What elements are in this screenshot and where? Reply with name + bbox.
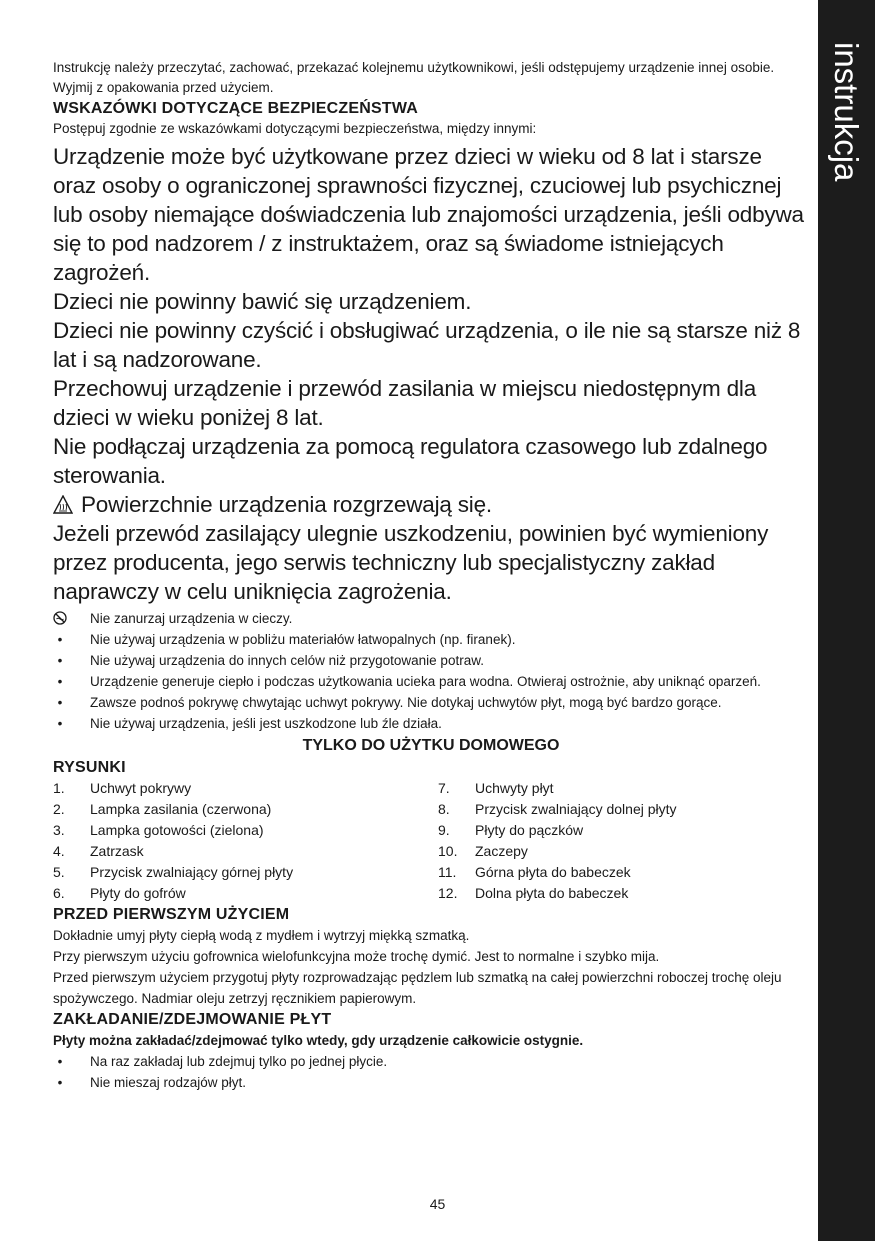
figures-column-2 [438, 778, 677, 904]
first-use-line-3: Przed pierwszym użyciem przygotuj płyty rozprowadzając pędzlem lub szmatką na całej powierzchni roboczej trochę oleju spożywczego. Nadmiar oleju zetrzyj ręcznikiem papierowym. [53, 970, 782, 1006]
list-item: 3. Lampka gotowości (zielona) [53, 822, 264, 838]
figures-column-1 [53, 778, 438, 904]
household-only-heading: TYLKO DO UŻYTKU DOMOWEGO [302, 737, 560, 754]
figures-list [53, 778, 809, 904]
intro-text: Instrukcję należy przeczytać, zachować, przekazać kolejnemu użytkownikowi, jeśli odstępujemy urządzenie innej osobie. Wyjmij z opakowania przed użyciem. [53, 60, 775, 95]
side-tab-text: instrukcja [828, 42, 865, 182]
safety-bullet-list [53, 608, 809, 734]
list-item: 1. Uchwyt pokrywy [53, 780, 192, 796]
list-item: • Urządzenie generuje ciepło i podczas użytkowania ucieka para wodna. Otwieraj ostrożnie, aby uniknąć oparzeń. [57, 674, 761, 689]
side-tab-label [818, 42, 875, 222]
list-item: • Nie mieszaj rodzajów płyt. [57, 1075, 247, 1090]
safety-warning-2: Dzieci nie powinny bawić się urządzeniem. [53, 289, 472, 314]
no-immerse-icon [53, 608, 67, 631]
list-item: 9. Płyty do pączków [438, 822, 584, 838]
safety-subheading: Postępuj zgodnie ze wskazówkami dotyczącymi bezpieczeństwa, między innymi: [53, 121, 537, 136]
list-item: 6. Płyty do gofrów [53, 885, 186, 901]
hot-surface-warning [53, 490, 809, 519]
first-use-line-2: Przy pierwszym użyciu gofrownica wielofunkcyjna może trochę dymić. Jest to normalne i szybko mija. [53, 949, 660, 964]
list-item: 10. Zaczepy [438, 843, 528, 859]
first-use-line-1: Dokładnie umyj płyty ciepłą wodą z mydłem i wytrzyj miękką szmatką. [53, 928, 470, 943]
plates-bold-note: Płyty można zakładać/zdejmować tylko wtedy, gdy urządzenie całkowicie ostygnie. [53, 1033, 584, 1048]
list-item: 8. Przycisk zwalniający dolnej płyty [438, 801, 677, 817]
list-item: 12. Dolna płyta do babeczek [438, 885, 629, 901]
list-item: 5. Przycisk zwalniający górnej płyty [53, 864, 294, 880]
document-body [53, 58, 809, 1093]
safety-warning-3: Dzieci nie powinny czyścić i obsługiwać urządzenia, o ile nie są starsze niż 8 lat i są nadzorowane. [53, 318, 801, 372]
list-item: • Na raz zakładaj lub zdejmuj tylko po jednej płycie. [57, 1054, 388, 1069]
plates-bullet-list [53, 1051, 809, 1093]
first-use-heading: PRZED PIERWSZYM UŻYCIEM [53, 906, 290, 923]
list-item: Nie zanurzaj urządzenia w cieczy. [53, 608, 809, 629]
plates-heading: ZAKŁADANIE/ZDEJMOWANIE PŁYT [53, 1011, 332, 1028]
list-item: 2. Lampka zasilania (czerwona) [53, 801, 272, 817]
figures-heading: RYSUNKI [53, 759, 126, 776]
safety-heading: WSKAZÓWKI DOTYCZĄCE BEZPIECZEŃSTWA [53, 100, 419, 117]
list-item: • Nie używaj urządzenia w pobliżu materiałów łatwopalnych (np. firanek). [57, 632, 516, 647]
list-item: • Nie używaj urządzenia, jeśli jest uszkodzone lub źle działa. [57, 716, 442, 731]
page-number: 45 [429, 1196, 446, 1212]
hot-surface-icon [53, 495, 73, 514]
safety-warning-4: Przechowuj urządzenie i przewód zasilania w miejscu niedostępnym dla dzieci w wieku poniżej 8 lat. [53, 376, 757, 430]
hot-surface-text: Powierzchnie urządzenia rozgrzewają się. [81, 492, 492, 517]
list-item: 7. Uchwyty płyt [438, 780, 554, 796]
list-item: 11. Górna płyta do babeczek [438, 864, 631, 880]
cord-warning: Jeżeli przewód zasilający ulegnie uszkodzeniu, powinien być wymieniony przez producenta, jego serwis techniczny lub specjalistyczny zakład naprawczy w celu uniknięcia zagrożenia. [53, 521, 769, 604]
list-item: 4. Zatrzask [53, 843, 144, 859]
safety-warning-5: Nie podłączaj urządzenia za pomocą regulatora czasowego lub zdalnego sterowania. [53, 434, 768, 488]
list-item: • Nie używaj urządzenia do innych celów niż przygotowanie potraw. [57, 653, 484, 668]
safety-warning-1: Urządzenie może być użytkowane przez dzieci w wieku od 8 lat i starsze oraz osoby o ograniczonej sprawności fizycznej, czuciowej lub psychicznej lub osoby niemające doświadczenia lub znajomości urządzenia, jeśli odbywa się to pod nadzorem / z instruktażem, oraz są świadome istniejących zagrożeń. [53, 144, 804, 285]
list-item: • Zawsze podnoś pokrywę chwytając uchwyt pokrywy. Nie dotykaj uchwytów płyt, mogą być bardzo gorące. [57, 695, 722, 710]
